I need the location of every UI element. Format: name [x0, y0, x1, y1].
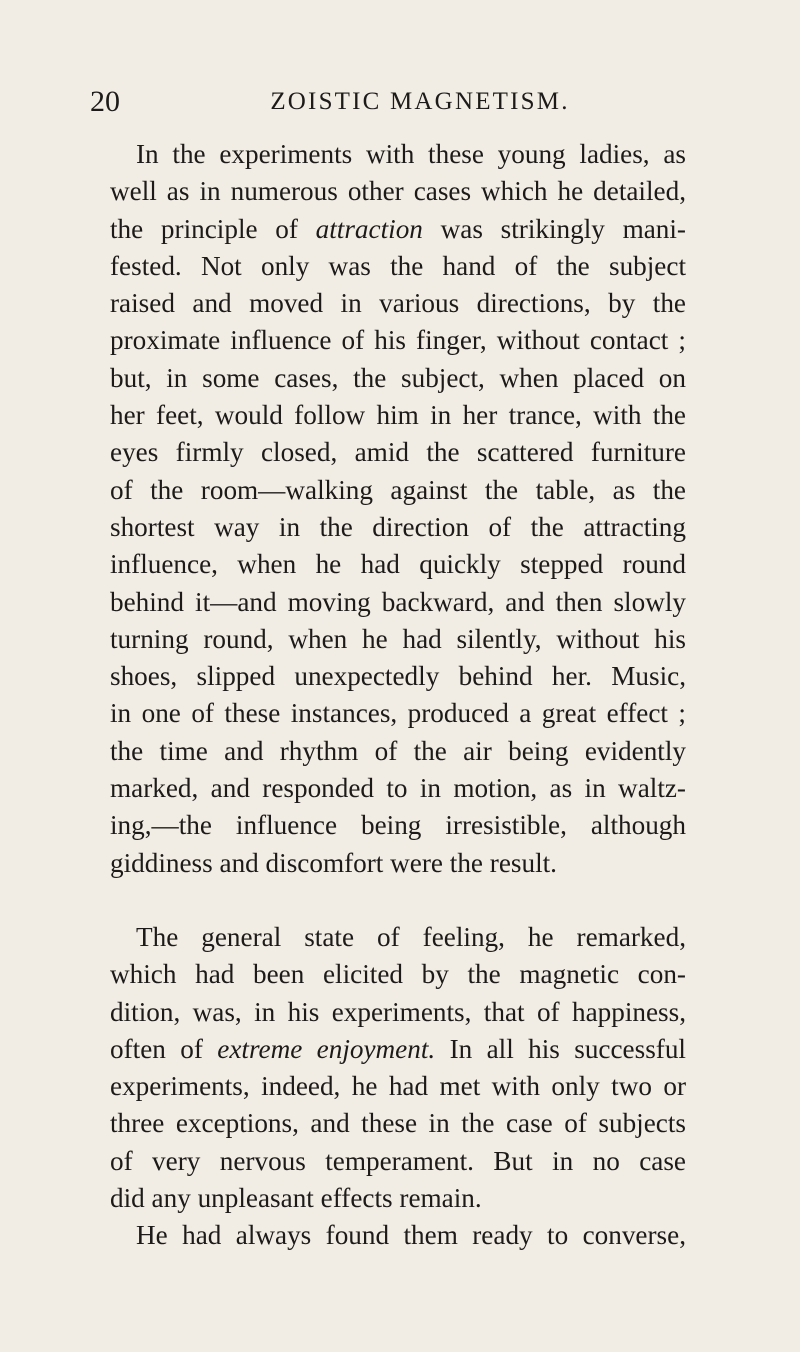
text-line: In the experiments with these young ladies, as [136, 139, 686, 169]
emphasis-extreme-enjoyment: extreme enjoyment. [217, 1033, 436, 1064]
text-line: proximate influence of his finger, without contact ; [110, 325, 686, 356]
running-title: ZOISTIC MAGNETISM. [270, 88, 570, 115]
text-line: experiments, indeed, he had met with only two or [110, 1071, 686, 1102]
text-line [110, 1031, 686, 1068]
text-line: raised and moved in various directions, by the [110, 288, 686, 319]
text-line: behind it—and moving backward, and then slowly [110, 586, 686, 617]
text-line: influence, when he had quickly stepped round [110, 549, 686, 580]
text-run: In all his successful [435, 1033, 686, 1064]
text-line [110, 211, 686, 248]
paragraph-2 [110, 919, 686, 1217]
text-line: shoes, slipped unexpectedly behind her. Music, [110, 661, 686, 692]
emphasis-attraction: attraction [315, 213, 423, 244]
text-line: The general state of feeling, he remarked, [136, 921, 686, 952]
text-run: the principle of [110, 213, 316, 244]
text-line: the time and rhythm of the air being evidently [110, 735, 686, 766]
text-line: eyes firmly closed, amid the scattered furniture [110, 437, 686, 468]
text-line: ing,—the influence being irresistible, although [110, 810, 686, 841]
body-text [110, 136, 686, 1255]
text-line: fested. Not only was the hand of the subject [110, 250, 686, 281]
text-line: of very nervous temperament. But in no case [110, 1145, 686, 1176]
page-number: 20 [90, 85, 120, 118]
paragraph-3 [110, 1217, 686, 1254]
text-line: shortest way in the direction of the attracting [110, 511, 686, 542]
text-line: giddiness and discomfort were the result. [110, 847, 557, 878]
paragraph-gap [110, 882, 686, 919]
text-line: marked, and responded to in motion, as in waltz- [110, 773, 686, 804]
text-line: turning round, when he had silently, without his [110, 623, 686, 654]
text-line: of the room—walking against the table, as the [110, 474, 686, 505]
text-line: but, in some cases, the subject, when placed on [110, 362, 686, 393]
text-line: three exceptions, and these in the case of subjects [110, 1108, 686, 1139]
text-line: did any unpleasant effects remain. [110, 1183, 482, 1214]
page-header [90, 84, 750, 120]
text-line: in one of these instances, produced a great effect ; [110, 698, 686, 729]
text-line: He had always found them ready to converse, [136, 1220, 686, 1251]
text-line: her feet, would follow him in her trance, with the [110, 400, 686, 431]
paragraph-1 [110, 136, 686, 882]
text-line: well as in numerous other cases which he detailed, [110, 176, 686, 207]
text-line: dition, was, in his experiments, that of happiness, [110, 996, 686, 1027]
text-run: often of [110, 1033, 218, 1064]
text-run: was strikingly mani- [422, 213, 686, 244]
text-line: which had been elicited by the magnetic con- [110, 959, 686, 990]
